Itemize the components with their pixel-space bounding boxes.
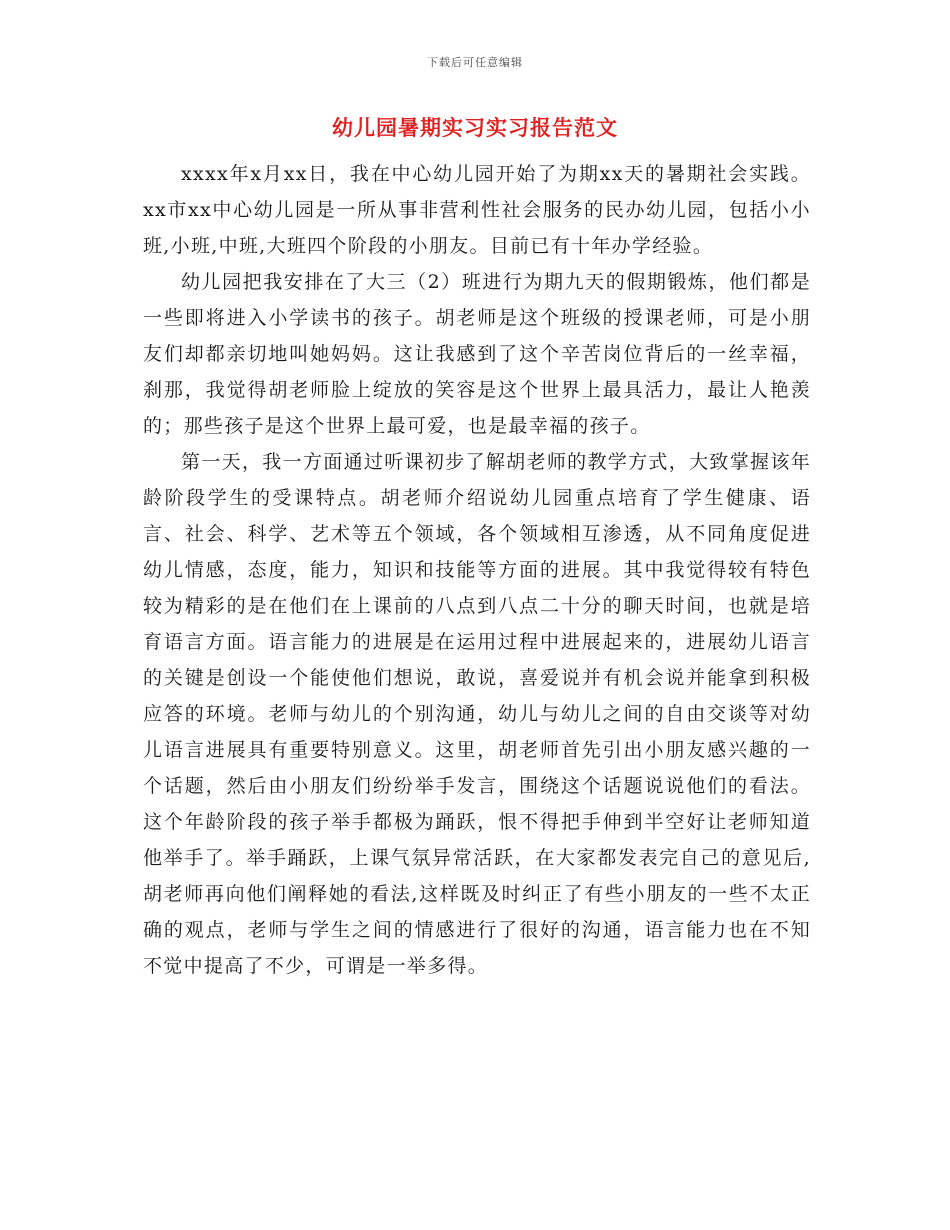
paragraph-first-day: 第一天，我一方面通过听课初步了解胡老师的教学方式，大致掌握该年龄阶段学生的受课特点。胡老师介绍说幼儿园重点培育了学生健康、语言、社会、科学、艺术等五个领域，各个领域相互渗透，从不同角度促进幼儿情感，态度，能力，知识和技能等方面的进展。其中我觉得较有特色较为精彩的是在他们在上课前的八点到八点二十分的聊天时间，也就是培育语言方面。语言能力的进展是在运用过程中进展起来的，进展幼儿语言的关键是创设一个能使他们想说，敢说，喜爱说并有机会说并能拿到积极应答的环境。老师与幼儿的个别沟通，幼儿与幼儿之间的自由交谈等对幼儿语言进展具有重要特别意义。这里，胡老师首先引出小朋友感兴趣的一个话题，然后由小朋友们纷纷举手发言，围绕这个话题说说他们的看法。这个年龄阶段的孩子举手都极为踊跃，恨不得把手伸到半空好让老师知道他举手了。举手踊跃，上课气氛异常活跃，在大家都发表完自己的意见后,胡老师再向他们阐释她的看法,这样既及时纠正了有些小朋友的一些不太正确的观点，老师与学生之间的情感进行了很好的沟通，语言能力也在不知不觉中提高了不少，可谓是一举多得。 bbox=[143, 451, 811, 977]
header-note: 下载后可任意编辑 bbox=[427, 56, 523, 69]
paragraph-class-assignment: 幼儿园把我安排在了大三（2）班进行为期九天的假期锻炼，他们都是一些即将进入小学读书的孩子。胡老师是这个班级的授课老师，可是小朋友们却都亲切地叫她妈妈。这让我感到了这个辛苦岗位背后的一丝幸福，刹那，我觉得胡老师脸上绽放的笑容是这个世界上最具活力，最让人艳羡的；那些孩子是这个世界上最可爱，也是最幸福的孩子。 bbox=[143, 271, 811, 437]
document-body bbox=[143, 156, 811, 984]
paragraph-intro: xxxx年x月xx日，我在中心幼儿园开始了为期xx天的暑期社会实践。xx市xx中心幼儿园是一所从事非营利性社会服务的民办幼儿园，包括小小班,小班,中班,大班四个阶段的小朋友。目前已有十年办学经验。 bbox=[143, 163, 811, 257]
document-title: 幼儿园暑期实习实习报告范文 bbox=[332, 115, 618, 140]
